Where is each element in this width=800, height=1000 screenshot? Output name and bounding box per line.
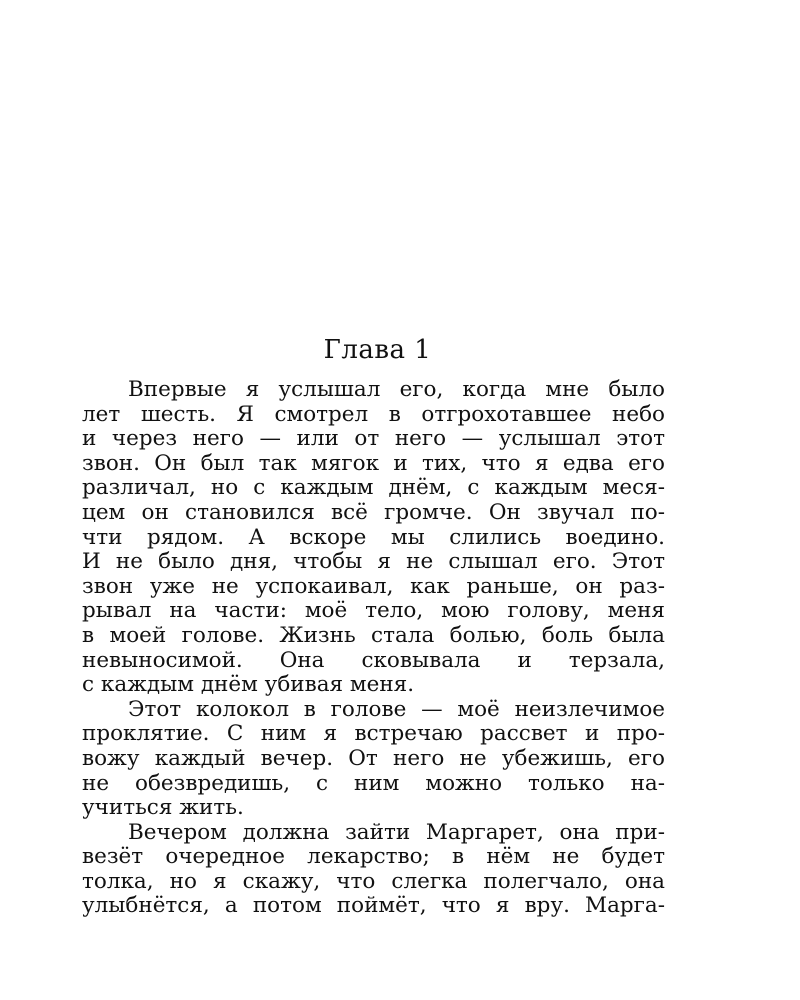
text-line: улыбнётся, а потом поймёт, что я вру. Марга- [82, 893, 665, 919]
chapter-title: Глава 1 [323, 335, 432, 365]
chapter-body [82, 378, 665, 919]
text-line: с каждым днём убивая меня. [82, 672, 415, 698]
text-line: невыносимой. Она сковывала и терзала, [82, 647, 665, 673]
text-line: звон. Он был так мягок и тих, что я едва его [82, 450, 665, 476]
text-line: чти рядом. А вскоре мы слились воедино. [82, 524, 665, 550]
text-line: Вечером должна зайти Маргарет, она при- [128, 819, 665, 845]
text-line: звон уже не успокаивал, как раньше, он раз- [82, 573, 665, 599]
text-line: проклятие. С ним я встречаю рассвет и про- [82, 721, 665, 747]
text-line: рывал на части: моё тело, мою голову, меня [82, 598, 665, 624]
text-line: учиться жить. [82, 795, 244, 821]
text-line: не обезвредишь, с ним можно только на- [82, 770, 665, 796]
text-line: толка, но я скажу, что слегка полегчало, она [82, 868, 665, 894]
text-line: вожу каждый вечер. От него не убежишь, его [82, 745, 665, 771]
text-line: лет шесть. Я смотрел в отгрохотавшее небо [82, 401, 665, 427]
text-line: Этот колокол в голове — моё неизлечимое [128, 696, 665, 722]
text-line: цем он становился всё громче. Он звучал по- [82, 499, 665, 525]
text-line: и через него — или от него — услышал этот [82, 426, 665, 452]
text-line: различал, но с каждым днём, с каждым меся- [82, 475, 665, 501]
text-line: Впервые я услышал его, когда мне было [128, 377, 665, 402]
text-line: И не было дня, чтобы я не слышал его. Этот [82, 549, 665, 575]
text-line: везёт очередное лекарство; в нём не будет [82, 844, 665, 870]
text-line: в моей голове. Жизнь стала болью, боль была [82, 622, 665, 648]
